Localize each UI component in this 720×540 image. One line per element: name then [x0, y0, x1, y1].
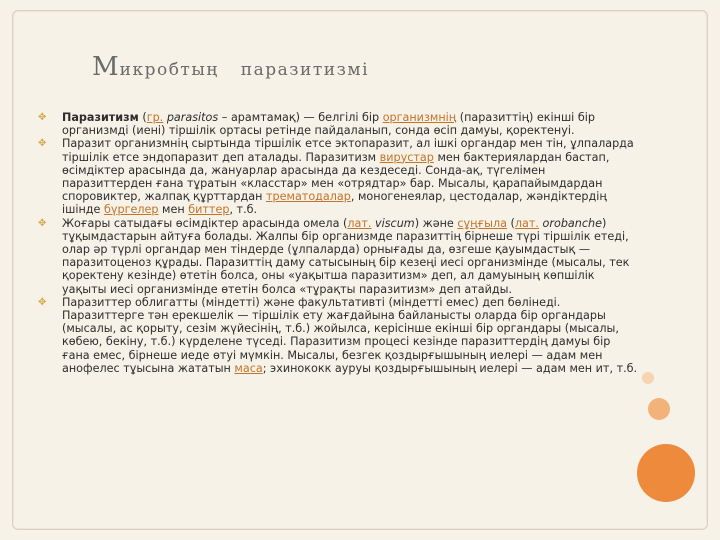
text-span: ( [506, 216, 515, 230]
link-organism[interactable]: организмнің [382, 111, 457, 124]
bullet-icon: ✥ [38, 296, 47, 308]
text-span: (паразиттің) екінші бір организмді (иені) тіршілік ортасы ретінде пайдаланып, сонда өсіп дамуы, қоректенуі. [62, 111, 595, 138]
slide-title [92, 52, 369, 82]
decor-circle-small [648, 398, 670, 420]
term-latin: parasitos [166, 111, 219, 124]
list-item [38, 217, 638, 296]
term-orobanche: orobanche [542, 216, 602, 230]
text-span: , т.б. [229, 203, 258, 217]
link-lice[interactable]: биттер [188, 203, 230, 217]
link-viruses[interactable]: вирустар [379, 150, 434, 164]
link-trematodes[interactable]: трематодалар [266, 190, 351, 204]
decor-circle-large [637, 444, 695, 502]
text-span: ; эхинококк ауруы қоздырғышының иелері — адам мен ит, т.б. [262, 361, 638, 375]
link-fleas[interactable]: бүргелер [103, 203, 159, 217]
text-span: , моногенеялар, цестодалар, жәндіктердің ішінде [62, 190, 607, 217]
link-broomrape[interactable]: сұңғыла [457, 216, 507, 230]
term-viscum: viscum [375, 216, 415, 230]
bullet-icon: ✥ [38, 217, 47, 229]
bullet-icon: ✥ [38, 112, 47, 123]
link-mosquito[interactable]: маса [234, 361, 263, 375]
list-item [38, 111, 638, 137]
text-span: Паразиттер облигатты (міндетті) және факультативті (міндетті емес) деп бөлінеді. Паразиттерге тән ерекшелік — тіршілік ету жағдайына байланысты оларда бір органдары (мысалы, ас қорыту, сезім жүйесінің, т.б.) жойылса, керісінше екінші бір органдары (мысалы, көбею, бекіну, т.б.) күрделене түседі. Паразитизм процесі кезінде паразиттердің дамуы бір ғана емес, бірнеше иеде өтуі мүмкін. Мысалы, безгек қоздырғышының иелері — адам мен анофелес тұысына жататын [62, 295, 619, 375]
text-span: Паразит организмнің сыртында тіршілік етсе эктопаразит, ал ішкі органдар мен тін, ұлпаларда тіршілік етсе эндопаразит деп аталады. Паразитизм [62, 137, 634, 164]
text-span: ) және [414, 216, 458, 230]
text-span: ( [138, 111, 147, 124]
link-lat-1[interactable]: лат. [347, 216, 372, 230]
text-span: Жоғары сатыдағы өсімдіктер арасында омела ( [62, 216, 348, 230]
text-span: – арамтамақ) — белгілі бір [218, 111, 383, 124]
term-bold: Паразитизм [62, 111, 139, 124]
bullet-icon: ✥ [38, 138, 47, 150]
bullet-list [38, 111, 638, 375]
link-lat-2[interactable]: лат. [514, 216, 539, 230]
list-item [38, 296, 638, 375]
title-word-2: паразитизмі [240, 60, 370, 80]
title-word-1: икробтың [119, 60, 219, 80]
list-item [38, 137, 638, 216]
text-span: мен [158, 203, 189, 217]
text-span: мен бактериялардан бастап, өсімдіктер арасында да, жануарлар арасында да кездеседі. Сонда-ақ, түгелімен паразиттерден ғана тұратын «класстар» мен «отрядтар» бар. Мысалы, қарапайымдардан споровиктер, жалпақ құрттардан [62, 150, 610, 204]
link-gr[interactable]: гр. [146, 111, 164, 124]
title-initial: М [92, 52, 120, 82]
decor-circle-tiny [642, 372, 654, 384]
text-span: ) тұқымдастарын айтуға болады. Жалпы бір организмде паразиттің бірнеше түрі тіршілік етеді, олар әр түрлі органдар мен тіндерде (ұлпаларда) орнығады да, өзгеше қауымдастық — паразитоценоз құрады. Паразиттің даму сатысының бір кезеңі иесі организмінде (мысалы, тек қоректену кезінде) өтетін болса, оны «уақытша паразитизм» деп, ал дамуының көпшілік уақыты иесі организмінде өтетін болса «тұрақты паразитизм» деп атайды. [62, 216, 630, 296]
